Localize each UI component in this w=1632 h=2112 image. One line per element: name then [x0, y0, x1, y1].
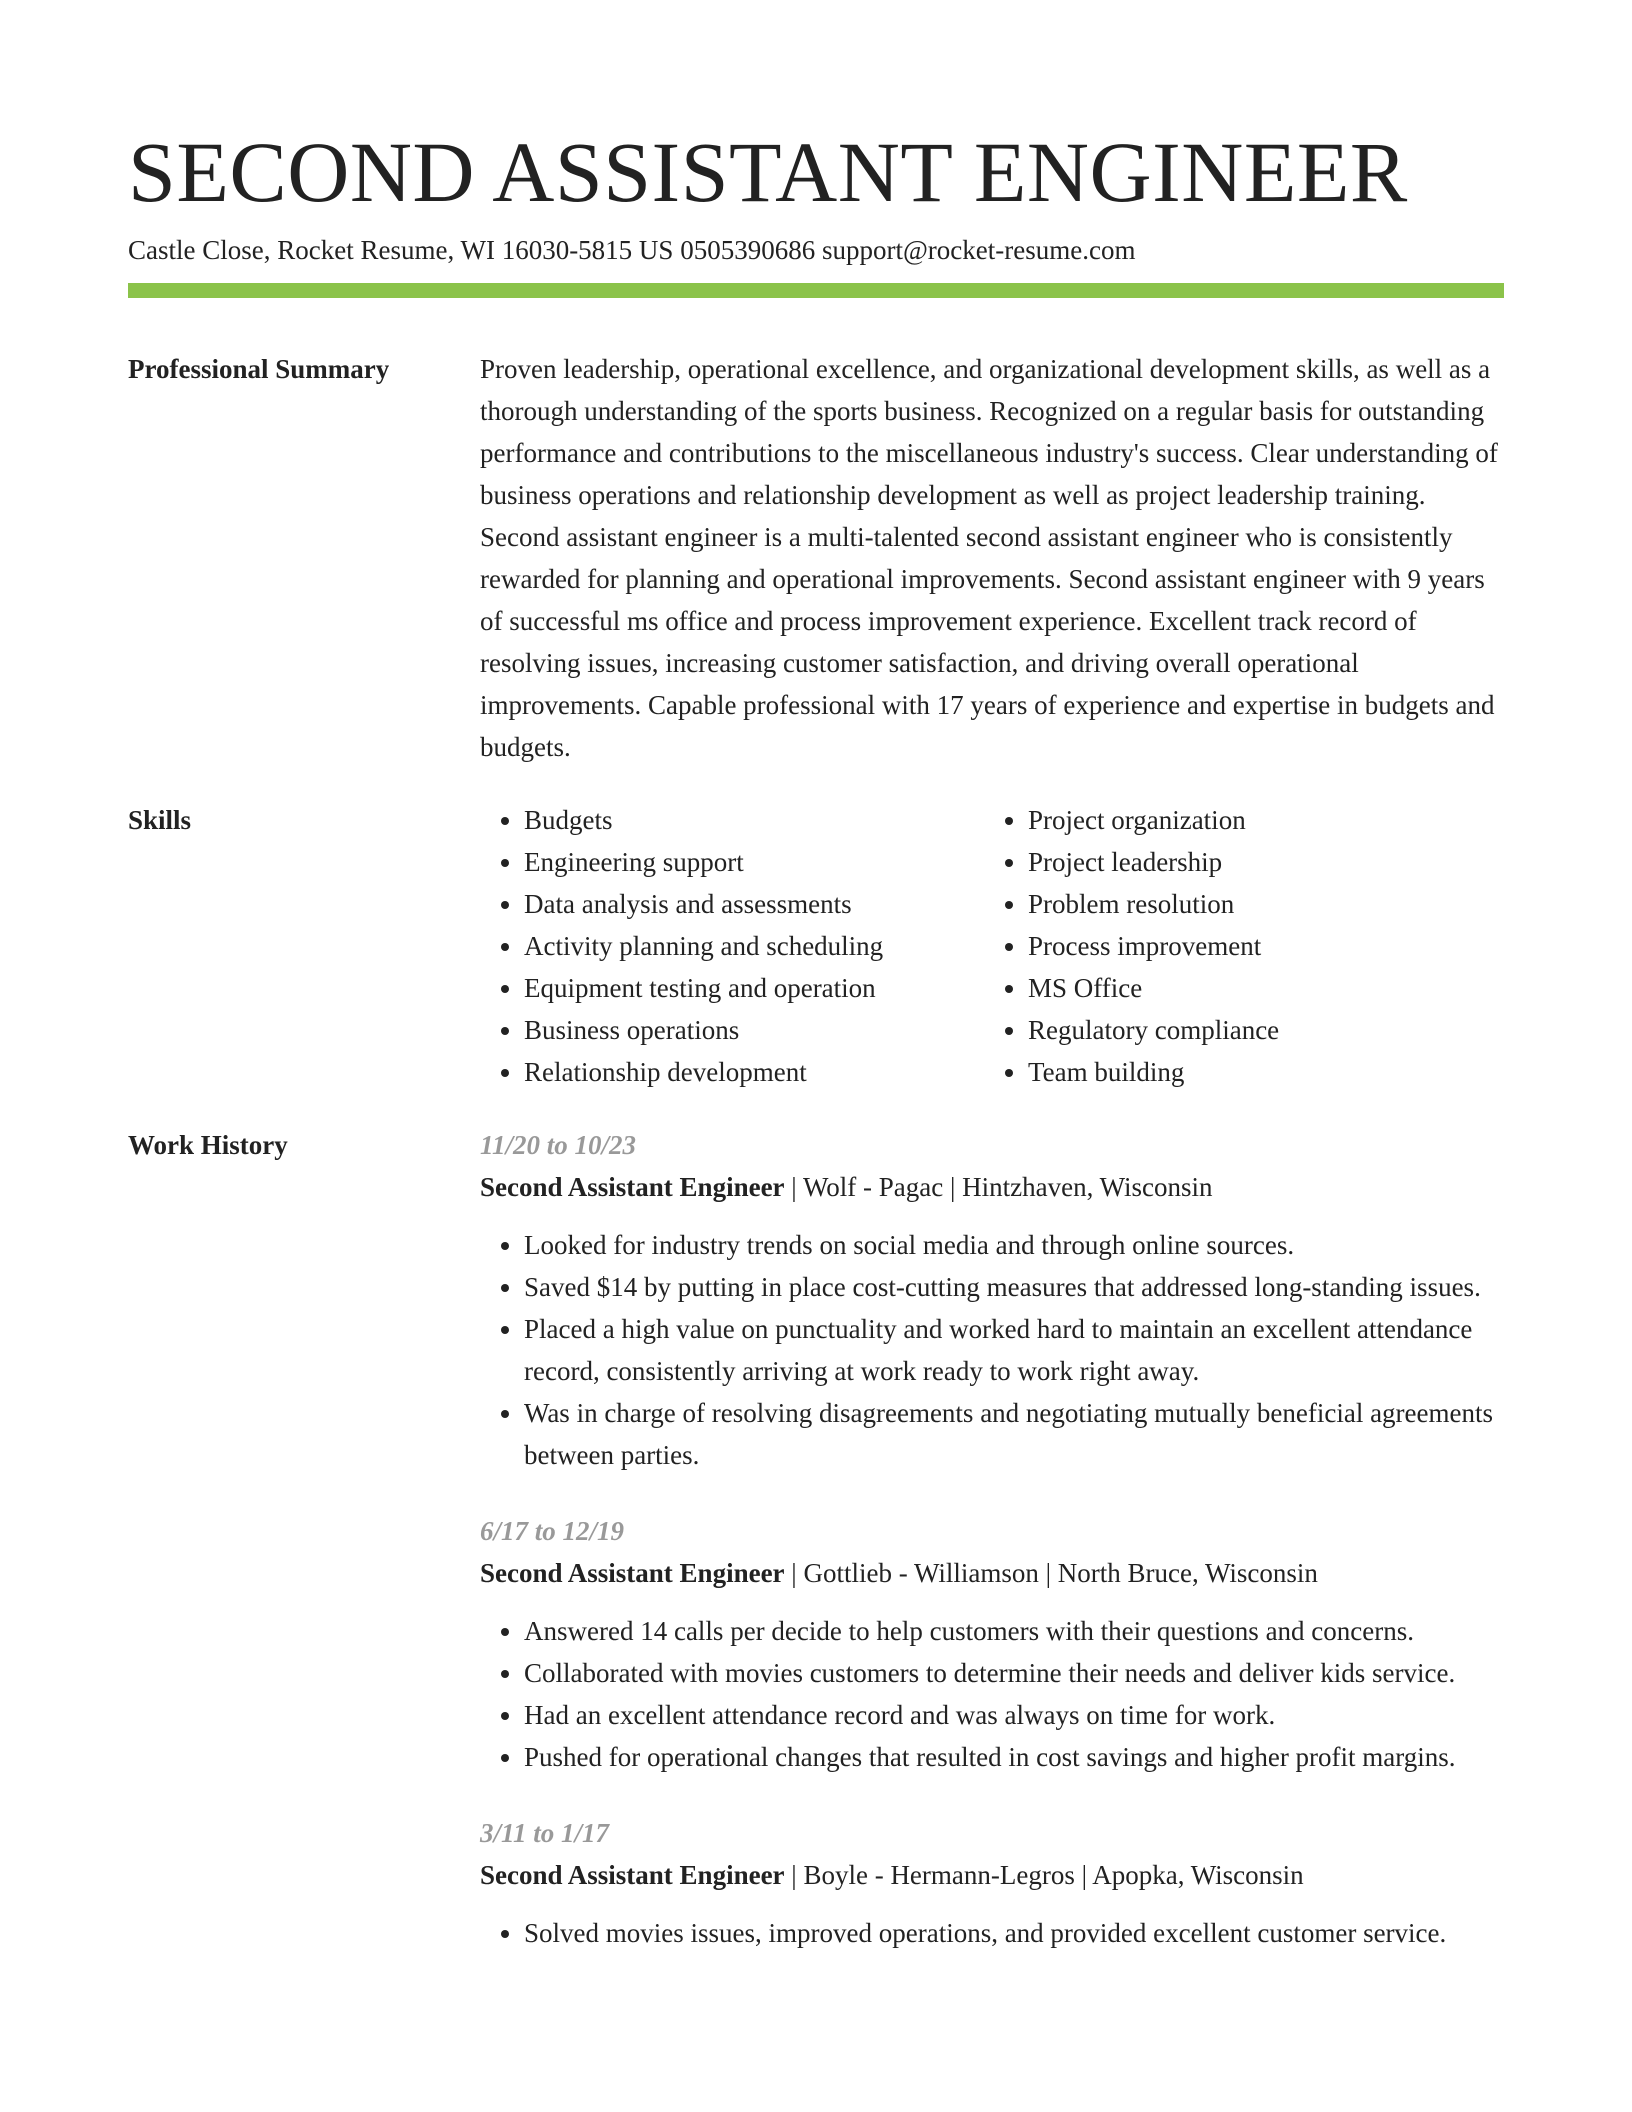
skill-item: • Budgets — [524, 799, 984, 841]
job-title: Second Assistant Engineer — [480, 1558, 785, 1588]
skill-item: • Project organization — [1028, 799, 1488, 841]
skills-section — [128, 799, 1504, 1093]
job-bullets — [480, 1224, 1504, 1476]
summary-section — [128, 348, 1504, 768]
job-bullet: • Pushed for operational changes that resulted in cost savings and higher profit margins. — [524, 1736, 1504, 1778]
skill-item: • Relationship development — [524, 1051, 984, 1093]
summary-text: Proven leadership, operational excellence, and organizational development skills, as well as a thorough understanding of the sports business. Recognized on a regular basis for outstanding performance and contributions to the miscellaneous industry's success. Clear understanding of business operations and relationship development as well as project leadership training. Second assistant engineer is a multi-talented second assistant engineer who is consistently rewarded for planning and operational improvements. Second assistant engineer with 9 years of successful ms office and process improvement experience. Excellent track record of resolving issues, increasing customer satisfaction, and driving overall operational improvements. Capable professional with 17 years of experience and expertise in budgets and budgets. — [480, 354, 1498, 762]
job-employer-location: | Wolf - Pagac | Hintzhaven, Wisconsin — [784, 1172, 1213, 1202]
job-bullet: • Placed a high value on punctuality and worked hard to maintain an excellent attendance record, consistently arriving at work ready to work right away. — [524, 1308, 1504, 1392]
contact-line: Castle Close, Rocket Resume, WI 16030-5815 US 0505390686 support@rocket-resume.com — [128, 235, 1136, 265]
job-employer-location: | Gottlieb - Williamson | North Bruce, Wisconsin — [784, 1558, 1318, 1588]
job-bullet: • Had an excellent attendance record and was always on time for work. — [524, 1694, 1504, 1736]
job-entry — [480, 1812, 1504, 1954]
resume-page — [128, 0, 1504, 1988]
job-dates: 6/17 to 12/19 — [480, 1516, 625, 1546]
accent-divider — [128, 283, 1504, 298]
skill-item: • Project leadership — [1028, 841, 1488, 883]
job-entry — [480, 1510, 1504, 1778]
job-employer-location: | Boyle - Hermann-Legros | Apopka, Wisconsin — [784, 1860, 1304, 1890]
skill-item: • Process improvement — [1028, 925, 1488, 967]
skill-item: • Team building — [1028, 1051, 1488, 1093]
job-bullet: • Saved $14 by putting in place cost-cutting measures that addressed long-standing issues. — [524, 1266, 1504, 1308]
candidate-name: SECOND ASSISTANT ENGINEER — [128, 124, 1408, 220]
skill-item: • Problem resolution — [1028, 883, 1488, 925]
job-bullet: • Was in charge of resolving disagreements and negotiating mutually beneficial agreements between parties. — [524, 1392, 1504, 1476]
job-bullet: • Answered 14 calls per decide to help customers with their questions and concerns. — [524, 1610, 1504, 1652]
job-entry — [480, 1124, 1504, 1476]
job-title: Second Assistant Engineer — [480, 1860, 785, 1890]
skill-item: • Business operations — [524, 1009, 984, 1051]
skill-item: • Activity planning and scheduling — [524, 925, 984, 967]
job-bullets — [480, 1610, 1504, 1778]
skill-item: • MS Office — [1028, 967, 1488, 1009]
job-dates: 3/11 to 1/17 — [480, 1818, 610, 1848]
job-heading — [480, 1552, 1504, 1594]
skills-list-right — [984, 799, 1488, 1093]
skills-heading: Skills — [128, 805, 192, 835]
summary-heading: Professional Summary — [128, 354, 390, 384]
job-bullets — [480, 1912, 1504, 1954]
job-heading — [480, 1166, 1504, 1208]
skill-item: • Engineering support — [524, 841, 984, 883]
job-dates: 11/20 to 10/23 — [480, 1130, 637, 1160]
skill-item: • Equipment testing and operation — [524, 967, 984, 1009]
skill-item: • Data analysis and assessments — [524, 883, 984, 925]
job-title: Second Assistant Engineer — [480, 1172, 785, 1202]
skill-item: • Regulatory compliance — [1028, 1009, 1488, 1051]
skills-list-left — [480, 799, 984, 1093]
job-bullet: • Solved movies issues, improved operations, and provided excellent customer service. — [524, 1912, 1504, 1954]
work-history-heading: Work History — [128, 1130, 288, 1160]
job-bullet: • Collaborated with movies customers to determine their needs and deliver kids service. — [524, 1652, 1504, 1694]
job-heading — [480, 1854, 1504, 1896]
work-history-section — [128, 1124, 1504, 1988]
job-bullet: • Looked for industry trends on social media and through online sources. — [524, 1224, 1504, 1266]
